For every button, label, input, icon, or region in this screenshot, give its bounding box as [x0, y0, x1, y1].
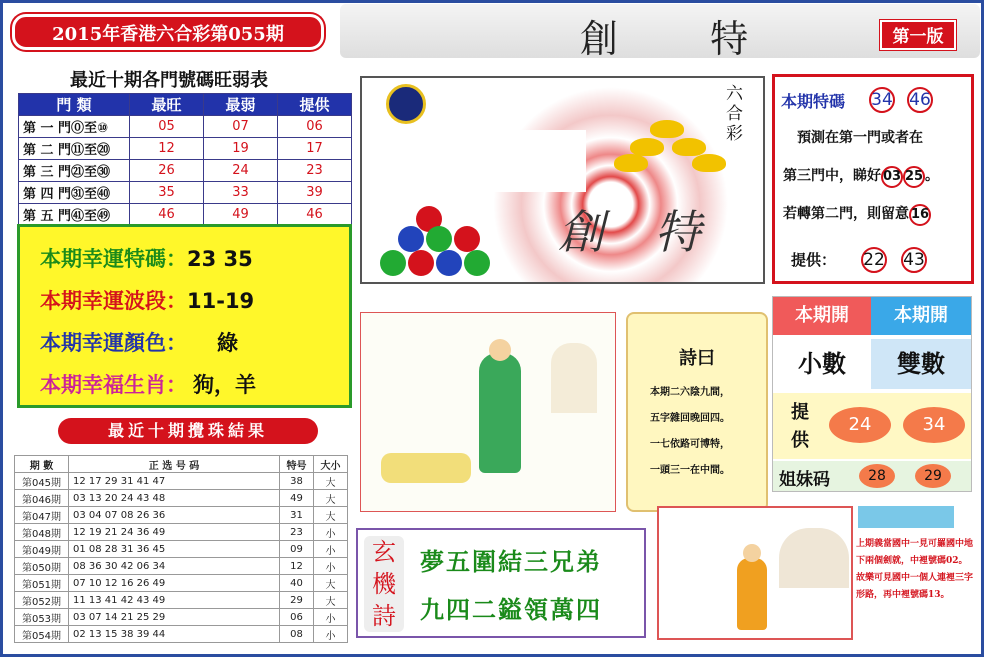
gate-col-header: 提供 — [278, 94, 352, 116]
special-line2: 第三門中，睇好 — [783, 168, 881, 184]
gold-ingots-icon — [622, 118, 732, 174]
riddle-label: 玄機詩 — [364, 536, 404, 632]
table-row — [15, 524, 348, 541]
gate-min: 33 — [204, 182, 278, 204]
sister-label: 姐妹码 — [779, 470, 830, 490]
open-header-1: 本期開 — [773, 297, 871, 335]
numbers: 01 08 28 31 36 45 — [69, 541, 280, 558]
logo-icon — [386, 84, 426, 124]
results-col-header: 特号 — [280, 456, 314, 473]
special-number: 49 — [280, 490, 314, 507]
luck-color-label: 本期幸運顏色： — [40, 330, 187, 355]
traveler-scene-image — [657, 506, 853, 640]
hill — [551, 343, 597, 413]
special-number: 06 — [280, 609, 314, 626]
sister-number-2: 29 — [915, 464, 951, 488]
table-row — [19, 138, 352, 160]
luck-zodiac-value: 狗，羊 — [193, 372, 256, 397]
numbers: 12 19 21 24 36 49 — [69, 524, 280, 541]
banner-art-text: 創 特 — [558, 205, 719, 259]
sister-number-1: 28 — [859, 464, 895, 488]
numbers: 03 07 14 21 25 29 — [69, 609, 280, 626]
numbers: 08 36 30 42 06 34 — [69, 558, 280, 575]
gate-give: 06 — [278, 116, 352, 138]
lottery-balls-icon — [376, 204, 506, 280]
numbers: 02 13 15 38 39 44 — [69, 626, 280, 643]
results-col-header: 期 數 — [15, 456, 69, 473]
gate-give: 46 — [278, 204, 352, 226]
gate-min: 49 — [204, 204, 278, 226]
special-line3: 若轉第二門，則留意 — [783, 206, 909, 222]
poem-line: 一七依路可博特， — [650, 439, 730, 450]
numbers: 03 04 07 08 26 36 — [69, 507, 280, 524]
size: 小 — [314, 609, 348, 626]
table-row — [15, 473, 348, 490]
hint-panel — [856, 506, 976, 640]
double-number: 雙數 — [871, 339, 971, 389]
table-row — [15, 575, 348, 592]
size: 小 — [314, 524, 348, 541]
numbers: 07 10 12 16 26 49 — [69, 575, 280, 592]
gate-col-header: 門 類 — [19, 94, 130, 116]
gate-col-header: 最旺 — [130, 94, 204, 116]
size: 大 — [314, 507, 348, 524]
lotto-banner-image — [360, 76, 765, 284]
riddle-line2: 九四二鎰領萬四 — [420, 595, 602, 624]
numbers: 12 17 29 31 41 47 — [69, 473, 280, 490]
give-row — [773, 393, 971, 459]
results-col-header: 正 选 号 码 — [69, 456, 280, 473]
table-row — [15, 507, 348, 524]
open-panel — [772, 296, 972, 492]
special-label: 本期特碼 — [781, 92, 846, 111]
period: 第047期 — [15, 507, 69, 524]
special-c2: 25 — [903, 166, 925, 188]
period: 第046期 — [15, 490, 69, 507]
gate-max: 26 — [130, 160, 204, 182]
gate-table-title: 最近十期各門號碼旺弱表 — [70, 70, 268, 91]
lotto-label: 六合彩 — [726, 84, 743, 144]
special-give-label: 提供： — [791, 251, 837, 269]
poem-scroll — [626, 312, 768, 512]
gate-max: 05 — [130, 116, 204, 138]
scholar-scene-image — [360, 312, 616, 512]
special-code-panel — [772, 74, 974, 284]
gate-label: 第 五 門㊶至㊾ — [19, 204, 130, 226]
gate-max: 35 — [130, 182, 204, 204]
luck-zodiac-label: 本期幸福生肖： — [40, 372, 187, 397]
size: 大 — [314, 473, 348, 490]
luck-wave-value: 11-19 — [187, 289, 255, 313]
luck-wave-label: 本期幸運波段： — [40, 288, 187, 313]
period: 第053期 — [15, 609, 69, 626]
poem-line: 五字雜回晚回四。 — [650, 413, 730, 424]
period: 第049期 — [15, 541, 69, 558]
scroll-icon — [381, 453, 471, 483]
gate-min: 19 — [204, 138, 278, 160]
special-give-2: 43 — [901, 247, 927, 273]
table-row — [15, 541, 348, 558]
hint-text: 上期義當國中一見可羅國中地下兩個劍就，中裡號碼02。故樂可見國中一個人連裡三字形路，再中裡號碼13。 — [856, 539, 974, 600]
size: 大 — [314, 575, 348, 592]
period: 第051期 — [15, 575, 69, 592]
special-number-a: 34 — [869, 87, 895, 113]
scholar-head — [489, 339, 511, 361]
special-line1: 預測在第一門或者在 — [797, 130, 923, 146]
special-number: 09 — [280, 541, 314, 558]
gate-table — [18, 93, 352, 226]
size: 大 — [314, 592, 348, 609]
luck-color-value: 綠 — [217, 330, 238, 355]
gate-col-header: 最弱 — [204, 94, 278, 116]
scholar-figure — [479, 353, 521, 473]
page-title: 創 特 — [580, 17, 789, 61]
luck-code-value: 23 35 — [187, 247, 253, 271]
rock — [779, 528, 849, 588]
gate-label: 第 一 門⓪至⑩ — [19, 116, 130, 138]
period: 第048期 — [15, 524, 69, 541]
table-row — [19, 182, 352, 204]
luck-panel — [17, 224, 352, 408]
issue-title: 2015年香港六合彩第055期 — [12, 14, 324, 50]
give-label: 提供 — [791, 402, 809, 451]
small-number: 小數 — [798, 349, 846, 378]
table-row — [15, 592, 348, 609]
gate-max: 12 — [130, 138, 204, 160]
give-number-1: 24 — [829, 407, 891, 443]
gate-label: 第 三 門㉑至㉚ — [19, 160, 130, 182]
period: 第052期 — [15, 592, 69, 609]
special-number: 31 — [280, 507, 314, 524]
table-row — [15, 609, 348, 626]
give-number-2: 34 — [903, 407, 965, 443]
special-c1: 03 — [881, 166, 903, 188]
size: 小 — [314, 541, 348, 558]
special-give-1: 22 — [861, 247, 887, 273]
riddle-line1: 夢五圍結三兄弟 — [420, 547, 602, 576]
gate-give: 23 — [278, 160, 352, 182]
edition-badge: 第一版 — [880, 20, 956, 50]
special-number: 29 — [280, 592, 314, 609]
traveler-head — [743, 544, 761, 562]
results-table — [14, 455, 348, 643]
gate-give: 39 — [278, 182, 352, 204]
hint-image — [858, 506, 954, 528]
special-number: 40 — [280, 575, 314, 592]
size: 小 — [314, 626, 348, 643]
special-number-b: 46 — [907, 87, 933, 113]
results-title: 最近十期攪珠結果 — [58, 418, 318, 444]
size: 大 — [314, 490, 348, 507]
sister-row — [773, 461, 971, 491]
table-row — [19, 116, 352, 138]
table-row — [15, 558, 348, 575]
poem-title: 詩曰 — [679, 348, 715, 369]
numbers: 11 13 41 42 43 49 — [69, 592, 280, 609]
special-line2-end: 。 — [925, 168, 939, 184]
poem-line: 一頭三一在中間。 — [650, 465, 730, 476]
table-row — [15, 626, 348, 643]
gate-min: 24 — [204, 160, 278, 182]
gate-give: 17 — [278, 138, 352, 160]
traveler-figure — [737, 558, 767, 630]
special-number: 38 — [280, 473, 314, 490]
period: 第045期 — [15, 473, 69, 490]
special-number: 08 — [280, 626, 314, 643]
numbers: 03 13 20 24 43 48 — [69, 490, 280, 507]
gate-min: 07 — [204, 116, 278, 138]
special-number: 23 — [280, 524, 314, 541]
gate-label: 第 二 門⑪至⑳ — [19, 138, 130, 160]
special-c3: 16 — [909, 204, 931, 226]
gate-max: 46 — [130, 204, 204, 226]
riddle-panel — [356, 528, 646, 638]
table-row — [19, 160, 352, 182]
luck-code-label: 本期幸運特碼： — [40, 246, 187, 271]
special-number: 12 — [280, 558, 314, 575]
table-row — [19, 204, 352, 226]
gate-label: 第 四 門㉛至㊵ — [19, 182, 130, 204]
table-row — [15, 490, 348, 507]
results-col-header: 大小 — [314, 456, 348, 473]
blank-patch — [398, 130, 586, 192]
period: 第050期 — [15, 558, 69, 575]
poem-line: 本期二六陰九間， — [650, 387, 730, 398]
size: 小 — [314, 558, 348, 575]
period: 第054期 — [15, 626, 69, 643]
open-header-2: 本期開 — [871, 297, 971, 335]
